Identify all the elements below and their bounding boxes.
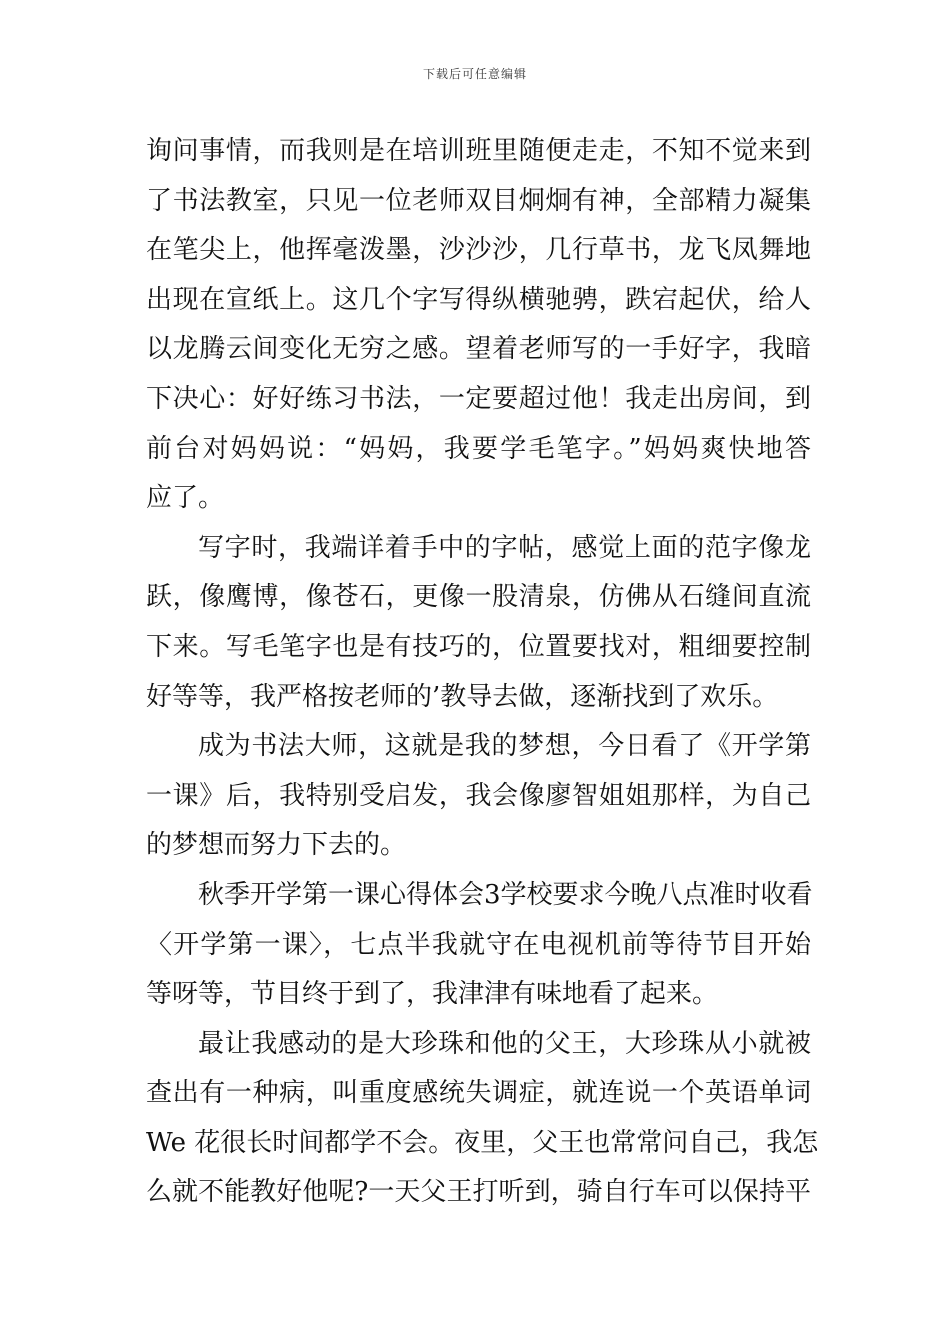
- text-line: 下决心：好好练习书法，一定要超过他！我走出房间，到: [146, 383, 811, 414]
- text-line: 查出有一种病，叫重度感统失调症，就连说一个英语单词: [146, 1078, 811, 1109]
- text-line: 跃，像鹰博，像苍石，更像一股清泉，仿佛从石缝间直流: [146, 582, 811, 613]
- text-line: We 花很长时间都学不会。夜里，父王也常常问自己，我怎: [146, 1127, 819, 1158]
- text-line: 的梦想而努力下去的。: [146, 830, 407, 861]
- page-header: 下载后可任意编辑: [422, 67, 527, 81]
- body-text: [146, 127, 819, 1218]
- text-line: 询问事情，而我则是在培训班里随便走走，不知不觉来到: [146, 136, 811, 166]
- text-line: 一课》后，我特别受启发，我会像廖智姐姐那样，为自己: [146, 780, 811, 811]
- text-line: 〈开学第一课〉，七点半我就守在电视机前等待节目开始: [146, 929, 811, 960]
- text-line: 么就不能教好他呢?一天父王打听到，骑自行车可以保持平: [146, 1177, 811, 1208]
- text-line: 出现在宣纸上。这几个字写得纵横驰骋，跌宕起伏，给人: [146, 284, 811, 315]
- text-line: 成为书法大师，这就是我的梦想，今日看了《开学第: [198, 731, 811, 762]
- text-line: 等呀等，节目终于到了，我津津有味地看了起来。: [146, 979, 719, 1010]
- text-line: 下来。写毛笔字也是有技巧的，位置要找对，粗细要控制: [146, 631, 811, 662]
- text-line: 最让我感动的是大珍珠和他的父王，大珍珠从小就被: [198, 1028, 811, 1059]
- text-line: 秋季开学第一课心得体会3学校要求今晚八点准时收看: [198, 879, 813, 910]
- text-line: 以龙腾云间变化无穷之感。望着老师写的一手好字，我暗: [146, 334, 811, 365]
- text-line: 了书法教室，只见一位老师双目炯炯有神，全部精力凝集: [146, 185, 811, 216]
- text-line: 写字时，我端详着手中的字帖，感觉上面的范字像龙: [198, 532, 811, 563]
- text-line: 好等等，我严格按老师的’教导去做，逐渐找到了欢乐。: [146, 681, 779, 712]
- text-line: 应了。: [146, 483, 225, 514]
- text-line: 前台对妈妈说：“妈妈，我要学毛笔字。”妈妈爽快地答: [146, 433, 811, 464]
- text-line: 在笔尖上，他挥毫泼墨，沙沙沙，几行草书，龙飞凤舞地: [146, 235, 811, 266]
